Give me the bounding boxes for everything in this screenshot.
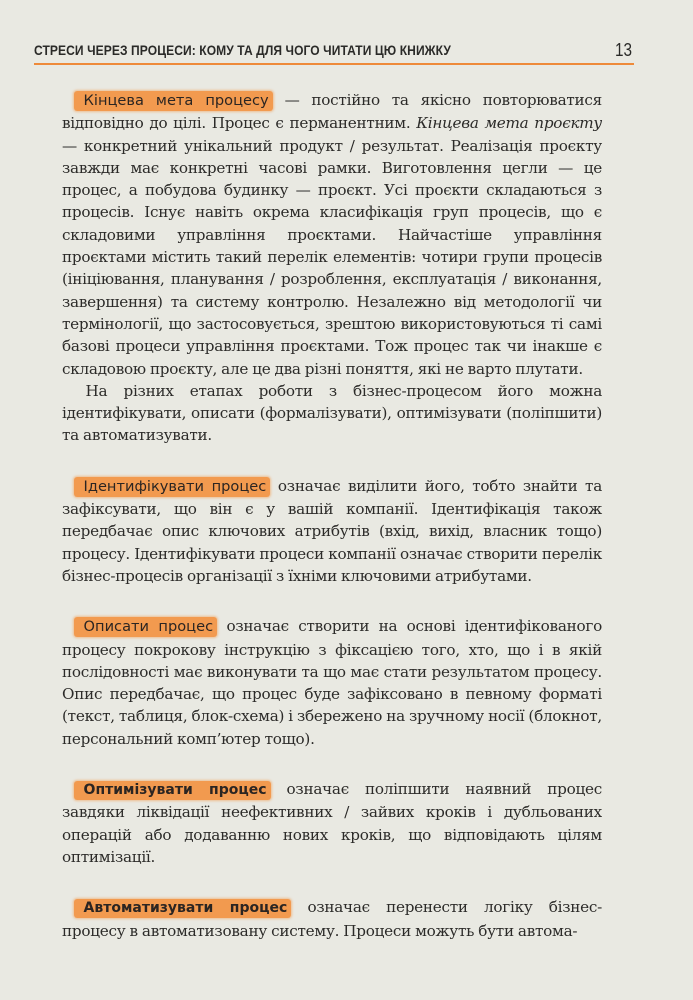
paragraph-automate (62, 896, 602, 942)
term-automate: Автоматизувати процес (74, 899, 292, 918)
paragraph-text: означає виділити його, тобто знайти та зафіксувати, що він є у вашій компанії. Ідентифікація також передбачає опис ключових атрибутів (вхід, вихід, власник тощо) процесу. Ідентифікувати процеси компанії означає створити перелік бізнес-процесів організації з їхніми ключовими атрибутами. (62, 476, 602, 585)
paragraph-text: — постійно та якісно повторюватися відповідно до цілі. Процес є перманентним. (62, 91, 602, 133)
term-describe: Описати процес (74, 617, 218, 637)
term-identify: Ідентифікувати процес (74, 477, 271, 497)
paragraph-identify (62, 475, 602, 587)
term-final-goal: Кінцева мета процесу (74, 91, 273, 111)
page-number: 13 (614, 40, 632, 60)
paragraph-text: означає поліпшити наявний процес завдяки ліквідації неефективних / зайвих кроків і дубльованих операцій або додаванню нових кроків, що відповідають цілям оптимізації. (62, 780, 602, 866)
paragraph-text: — конкретний унікальний продукт / результат. Реалізація проєкту завжди має конкретні часові рамки. Виготовлення цегли — це процес, а побудова будинку — проєкт. Усі проєкти складаються з процесів. Існує навіть окрема класифікація груп процесів, що є складовими управління проєктами. Найчастіше управління проєктами містить такий перелік елементів: чотири групи процесів (ініціювання, планування / розроблення, експлуатація / виконання, завершення) та систему контролю. Незалежно від методології чи термінології, що застосовується, зрештою використовуються ті самі базові процеси управління проєктами. Тож процес так чи інакше є складовою проєкту, але це два різні поняття, які не варто плутати. (62, 136, 602, 378)
body-text (62, 89, 602, 942)
term-optimize: Оптимізувати процес (74, 781, 271, 800)
paragraph-text: означає перенести логіку бізнес-процесу в автоматизовану систему. Процеси можуть бути автома- (62, 898, 602, 940)
paragraph-text: означає створити на основі ідентифікованого процесу покрокову інструкцію з фіксацією того, хто, що і в якій послідовності має виконувати та що має стати результатом процесу. Опис передбачає, що процес буде зафіксовано в певному форматі (текст, таблиця, блок-схема) і збережено на зручному носії (блокнот, персональний комп’ютер тощо). (62, 617, 603, 748)
paragraph-final-goal (62, 89, 602, 380)
running-title: СТРЕСИ ЧЕРЕЗ ПРОЦЕСИ: КОМУ ТА ДЛЯ ЧОГО ЧИТАТИ ЦЮ КНИЖКУ (34, 42, 451, 58)
paragraph-optimize (62, 778, 602, 868)
emphasis-project-goal: Кінцева мета проєкту (416, 114, 602, 133)
paragraph-stages: На різних етапах роботи з бізнес-процесом його можна ідентифікувати, описати (формалізувати), оптимізувати (поліпшити) та автоматизувати. (62, 381, 602, 445)
page-header (34, 41, 634, 65)
paragraph-describe (62, 615, 602, 750)
